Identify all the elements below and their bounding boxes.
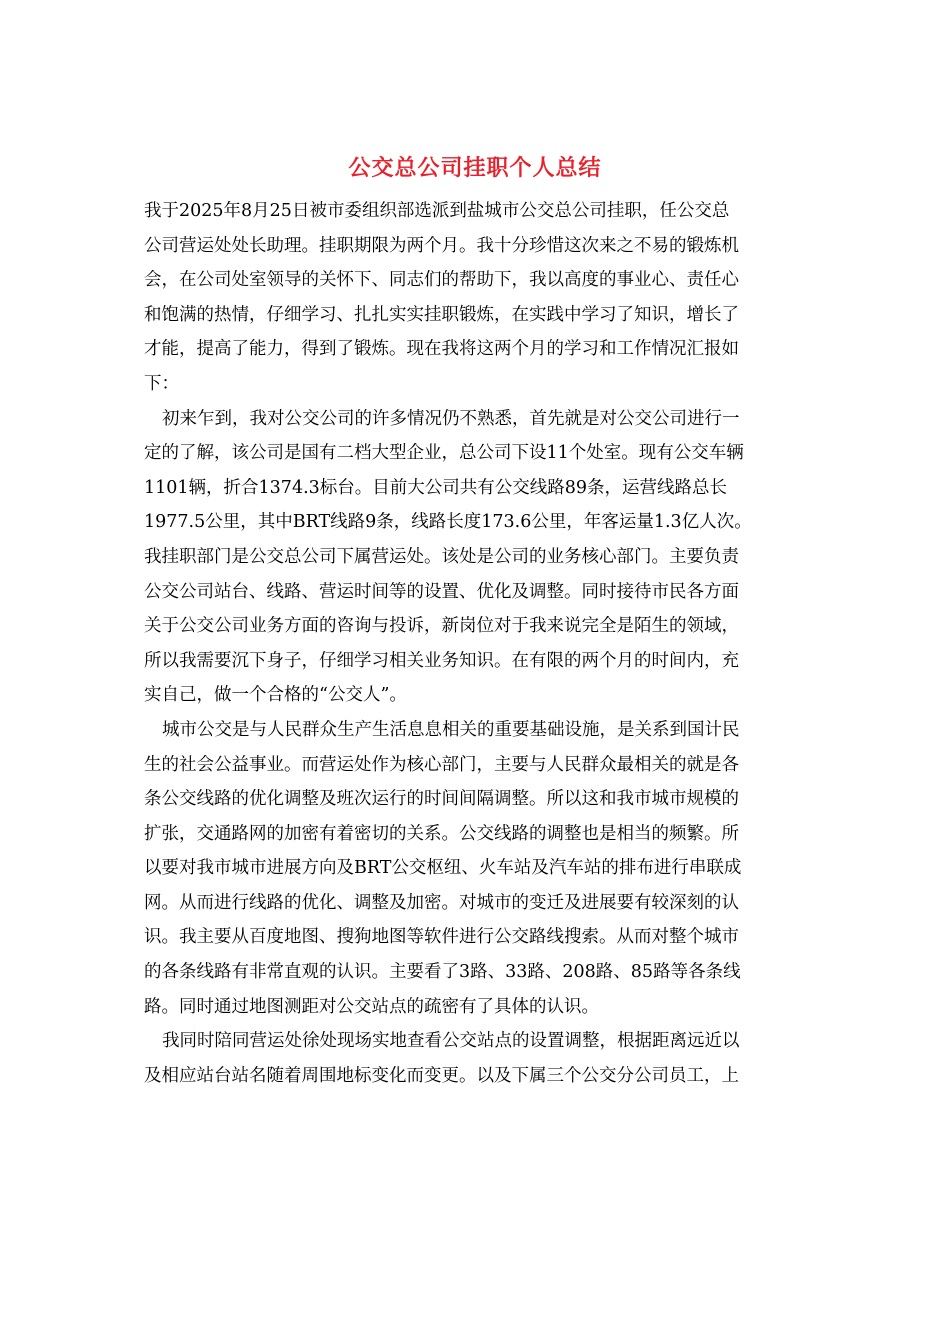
text-line: 实自己，做一个合格的“公交人”。 [144,685,407,706]
text-line: 会，在公司处室领导的关怀下、同志们的帮助下，我以高度的事业心、责任心 [144,270,739,291]
text-line: 我同时陪同营运处徐处现场实地查看公交站点的设置调整，根据距离远近以 [162,1031,740,1052]
paragraph [144,402,809,713]
text-line: 才能，提高了能力，得到了锻炼。现在我将这两个月的学习和工作情况汇报如 [144,339,739,360]
text-line: 我挂职部门是公交总公司下属营运处。该处是公司的业务核心部门。主要负责 [144,546,739,567]
text-line: 路。同时通过地图测距对公交站点的疏密有了具体的认识。 [144,996,599,1017]
text-line: 城市公交是与人民群众生产生活息息相关的重要基础设施，是关系到国计民 [162,719,740,740]
text-line: 公交公司站台、线路、营运时间等的设置、优化及调整。同时接待市民各方面 [144,581,739,602]
text-line: 初来乍到，我对公交公司的许多情况仍不熟悉，首先就是对公交公司进行一 [162,408,740,429]
text-line: 识。我主要从百度地图、搜狗地图等软件进行公交路线搜索。从而对整个城市 [144,927,739,948]
paragraph [144,713,809,1024]
text-line: 的各条线路有非常直观的认识。主要看了3路、33路、208路、85路等各条线 [144,962,741,983]
text-line: 和饱满的热情，仔细学习、扎扎实实挂职锻炼，在实践中学习了知识，增长了 [144,304,739,325]
text-line: 及相应站台站名随着周围地标变化而变更。以及下属三个公交分公司员工，上 [144,1065,739,1086]
text-line: 定的了解，该公司是国有二档大型企业，总公司下设11个处室。现有公交车辆 [144,443,744,464]
text-line: 网。从而进行线路的优化、调整及加密。对城市的变迁及进展要有较深刻的认 [144,892,739,913]
document-title: 公交总公司挂职个人总结 [348,155,602,181]
text-line: 我于2025年8月25日被市委组织部选派到盐城市公交总公司挂职，任公交总 [144,201,730,221]
text-line: 下： [144,373,179,394]
text-line: 1101辆，折合1374.3标台。目前大公司共有公交线路89条，运营线路总长 [144,477,728,498]
text-line: 扩张，交通路网的加密有着密切的关系。公交线路的调整也是相当的频繁。所 [144,823,739,844]
text-line: 条公交线路的优化调整及班次运行的时间间隔调整。所以这和我市城市规模的 [144,789,739,810]
text-line: 1977.5公里，其中BRT线路9条，线路长度173.6公里，年客运量1.3亿人次。 [144,512,752,533]
document-body [144,194,809,1093]
text-line: 生的社会公益事业。而营运处作为核心部门，主要与人民群众最相关的就是各 [144,754,739,775]
text-line: 关于公交公司业务方面的咨询与投诉，新岗位对于我来说完全是陌生的领域， [144,616,739,637]
text-line: 所以我需要沉下身子，仔细学习相关业务知识。在有限的两个月的时间内，充 [144,650,739,671]
paragraph [144,1024,809,1093]
paragraph [144,194,809,402]
text-line: 公司营运处处长助理。挂职期限为两个月。我十分珍惜这次来之不易的锻炼机 [144,235,739,256]
text-line: 以要对我市城市进展方向及BRT公交枢纽、火车站及汽车站的排布进行串联成 [144,858,742,879]
